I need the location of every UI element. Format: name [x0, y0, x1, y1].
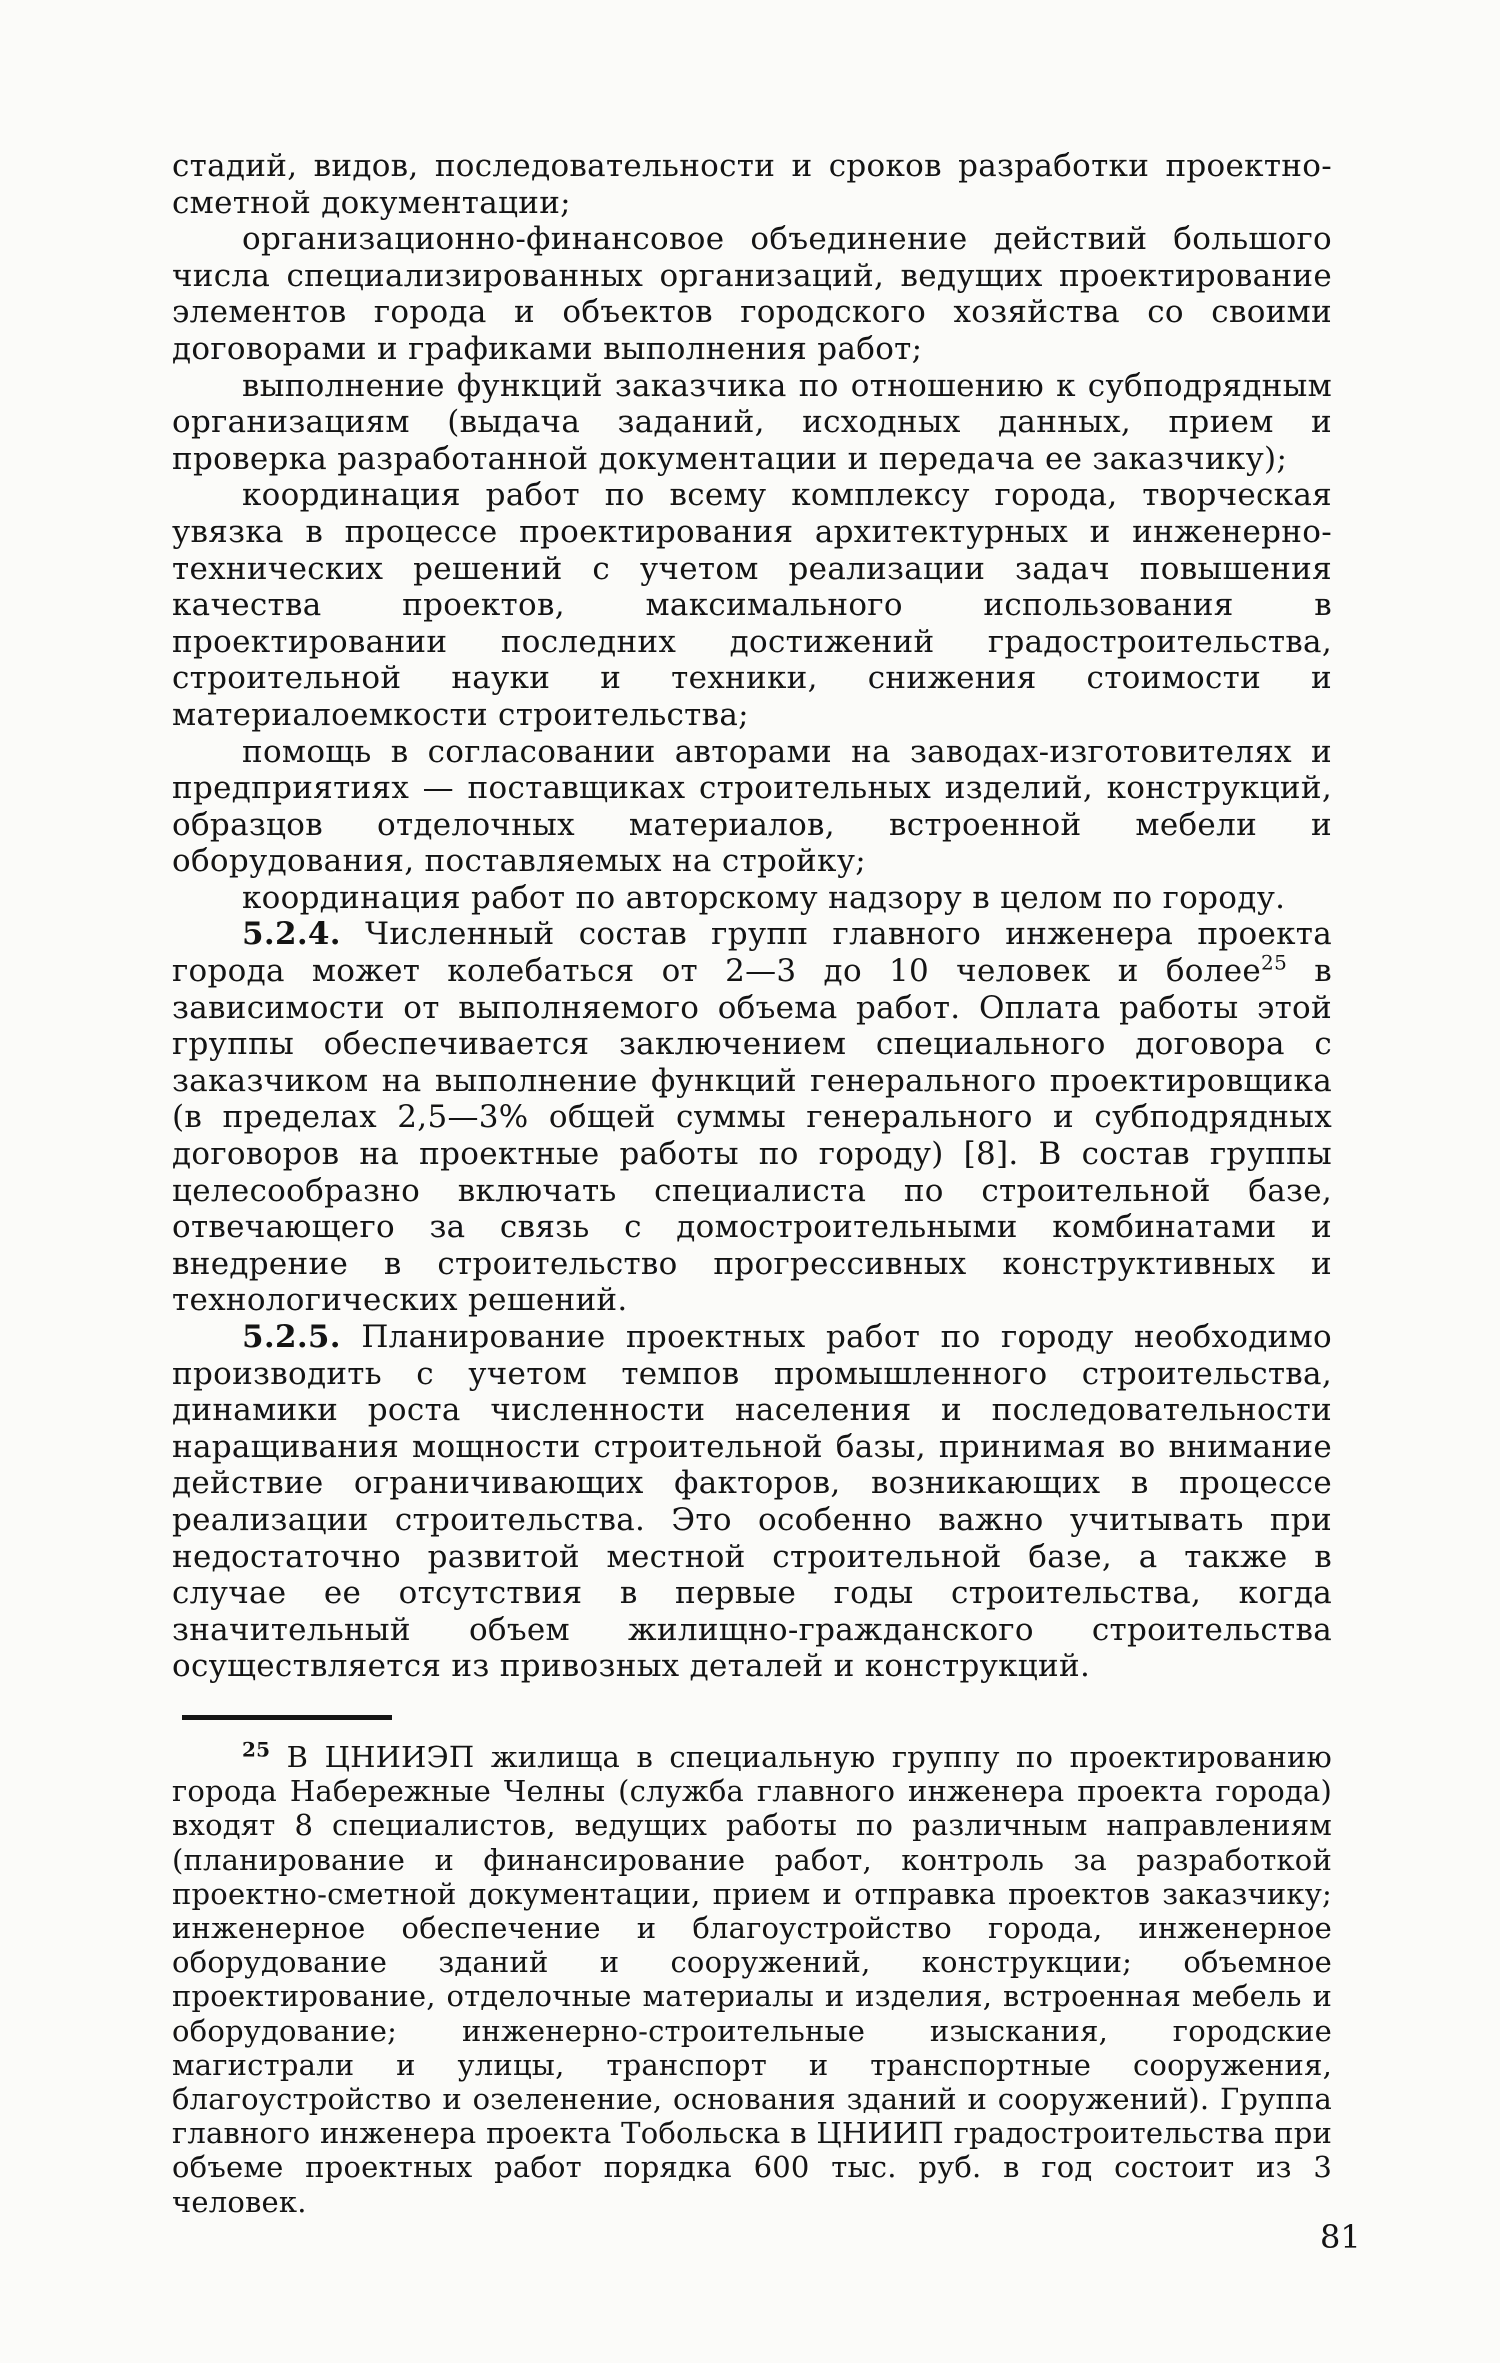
paragraph-3: выполнение функций заказчика по отношению к субподрядным организациям (выдача заданий, исходных данных, прием и проверка разработанной документации и передача ее заказчику); — [172, 367, 1332, 477]
footnote-reference[interactable]: 25 — [1261, 950, 1288, 975]
section-text-a: Численный состав групп главного инженера проекта города может колебаться от 2—3 до 10 человек и более — [172, 916, 1332, 990]
section-5-2-5 — [172, 1319, 1332, 1685]
footnote-mark: 25 — [242, 1737, 271, 1762]
footnote — [172, 1737, 1332, 2219]
section-text-b: в зависимости от выполняемого объема работ. Оплата работы этой группы обеспечивается заключением специального договора с заказчиком на выполнение функций генерального проектировщика (в пределах 2,5—3% общей суммы генерального и субподрядных договоров на проектные работы по городу) [8]. В состав группы целесообразно включать специалиста по строительной базе, отвечающего за связь с домостроительными комбинатами и внедрение в строительство прогрессивных конструктивных и технологических решений. — [172, 953, 1332, 1319]
paragraph-4: координация работ по всему комплексу города, творческая увязка в процессе проектирования архитектурных и инженерно-технических решений с учетом реализации задач повышения качества проектов, максимального использования в проектировании последних достижений градостроительства, строительной науки и техники, снижения стоимости и материалоемкости строительства; — [172, 477, 1332, 733]
section-text: Планирование проектных работ по городу необходимо производить с учетом темпов промышленного строительства, динамики роста численности населения и последовательности наращивания мощности строительной базы, принимая во внимание действие ограничивающих факторов, возникающих в процессе реализации строительства. Это особенно важно учитывать при недостаточно развитой местной строительной базе, а также в случае ее отсутствия в первые годы строительства, когда значительный объем жилищно-гражданского строительства осуществляется из привозных деталей и конструкций. — [172, 1319, 1332, 1685]
section-number: 5.2.4. — [242, 916, 341, 953]
main-text — [172, 148, 1332, 1685]
page-number: 81 — [1320, 2218, 1361, 2256]
footnote-text-block — [172, 1737, 1332, 2219]
paragraph-5: помощь в согласовании авторами на заводах-изготовителях и предприятиях — поставщиках строительных изделий, конструкций, образцов отделочных материалов, встроенной мебели и оборудования, поставляемых на стройку; — [172, 733, 1332, 880]
paragraph-2: организационно-финансовое объединение действий большого числа специализированных организаций, ведущих проектирование элементов города и объектов городского хозяйства со своими договорами и графиками выполнения работ; — [172, 221, 1332, 367]
section-5-2-4 — [172, 916, 1332, 1319]
paragraph-1: стадий, видов, последовательности и сроков разработки проектно-сметной документации; — [172, 148, 1332, 221]
footnote-text: В ЦНИИЭП жилища в специальную группу по проектированию города Набережные Челны (служба главного инженера проекта города) входят 8 специалистов, ведущих работы по различным направлениям (планирование и финансирование работ, контроль за разработкой проектно-сметной документации, прием и отправка проектов заказчику; инженерное обеспечение и благоустройство города, инженерное оборудование зданий и сооружений, конструкции; объемное проектирование, отделочные материалы и изделия, встроенная мебель и оборудование; инженерно-строительные изыскания, городские магистрали и улицы, транспорт и транспортные сооружения, благоустройство и озеленение, основания зданий и сооружений). Группа главного инженера проекта Тобольска в ЦНИИП градостроительства при объеме проектных работ порядка 600 тыс. руб. в год состоит из 3 человек. — [172, 1739, 1332, 2219]
section-number: 5.2.5. — [242, 1319, 341, 1355]
footnote-divider — [182, 1715, 392, 1720]
paragraph-6: координация работ по авторскому надзору в целом по городу. — [242, 879, 1286, 916]
